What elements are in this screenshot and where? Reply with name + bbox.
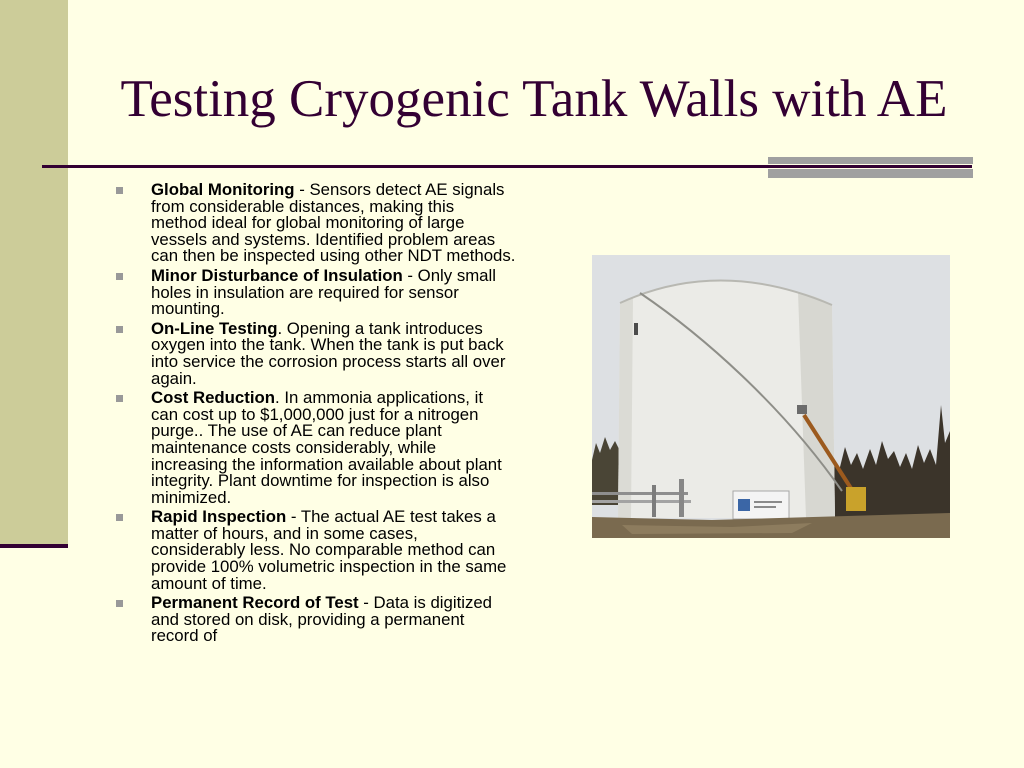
bullet-item-permanent-record [151,595,515,645]
bullet-text-line: vessels and systems. Identified problem areas [151,229,496,249]
square-bullet-icon [116,600,123,607]
bullet-list [151,182,515,648]
bullet-text-line: mounting. [151,299,225,319]
bullet-text-line: . In ammonia applications, it [275,388,484,408]
bullet-text-line: increasing the information available about plant [151,454,502,474]
square-bullet-icon [116,273,123,280]
bullet-text-line: again. [151,368,197,388]
bullet-text-line: matter of hours, and in some cases, [151,523,418,543]
bullet-text-line: integrity. Plant downtime for inspection is also [151,471,490,491]
sidebar-strip [0,0,68,544]
bullet-text-line: record of [151,626,218,646]
bullet-heading: Rapid Inspection [151,507,287,527]
bullet-text-line: maintenance costs considerably, while [151,437,437,457]
title-rule [42,165,972,168]
bullet-heading: Minor Disturbance of Insulation [151,265,403,285]
bullet-heading: Cost Reduction [151,388,275,408]
title-rule-gray-band [768,157,973,164]
bullet-text-line: - The actual AE test takes a [286,507,496,527]
bullet-text-line: holes in insulation are required for sensor [151,282,459,302]
bullet-text-line: - Data is digitized [358,593,493,613]
title-rule-gray-band [768,169,973,178]
crane-basket [797,405,807,414]
bullet-text-line: provide 100% volumetric inspection in the same [151,557,507,577]
crane-base [846,487,866,511]
square-bullet-icon [116,187,123,194]
bullet-text-line: purge.. The use of AE can reduce plant [151,421,442,441]
bullet-heading: On-Line Testing [151,318,278,338]
bullet-text-line: method ideal for global monitoring of large [151,213,465,233]
equipment-trailer [733,491,789,519]
bullet-item-on-line-testing [151,318,515,388]
bullet-heading: Permanent Record of Test [151,593,359,613]
bullet-text-line: amount of time. [151,573,267,593]
pipe [592,500,691,503]
bullet-item-rapid-inspection [151,509,515,592]
bullet-item-cost-reduction [151,390,515,506]
storage-tank [618,280,842,518]
pipe [592,492,688,495]
trailer-lettering [754,501,782,503]
tank-photo [592,255,950,538]
square-bullet-icon [116,395,123,402]
trailer-sign [738,499,750,511]
tank-edge [618,297,633,518]
sidebar-rule [0,544,68,548]
pipe-riser [679,479,684,517]
worker [634,323,638,335]
pipe-riser [652,485,656,517]
tank-photo-graphic [592,255,950,538]
bullet-text-line: from considerable distances, making this [151,196,455,216]
bullet-text-line: considerably less. No comparable method can [151,540,496,560]
bullet-text-line: . Opening a tank introduces [277,318,483,338]
trailer-lettering [754,506,776,508]
bullet-text-line: - Sensors detect AE signals [294,180,505,199]
bullet-text-line: minimized. [151,487,232,507]
bullet-text-line: and stored on disk, providing a permanent [151,609,465,629]
bullet-text-line: oxygen into the tank. When the tank is put back [151,335,504,355]
bullet-item-minor-disturbance [151,265,515,319]
bullet-item-global-monitoring [151,182,515,265]
square-bullet-icon [116,326,123,333]
bullet-text-line: can then be inspected using other NDT methods. [151,246,516,266]
bullet-text-line: - Only small [402,265,496,285]
slide-title: Testing Cryogenic Tank Walls with AE [120,70,948,128]
bullet-heading: Global Monitoring [151,180,295,199]
bullet-text-line: can cost up to $1,000,000 just for a nitrogen [151,404,479,424]
bullet-text-line: into service the corrosion process starts all over [151,351,506,371]
square-bullet-icon [116,514,123,521]
